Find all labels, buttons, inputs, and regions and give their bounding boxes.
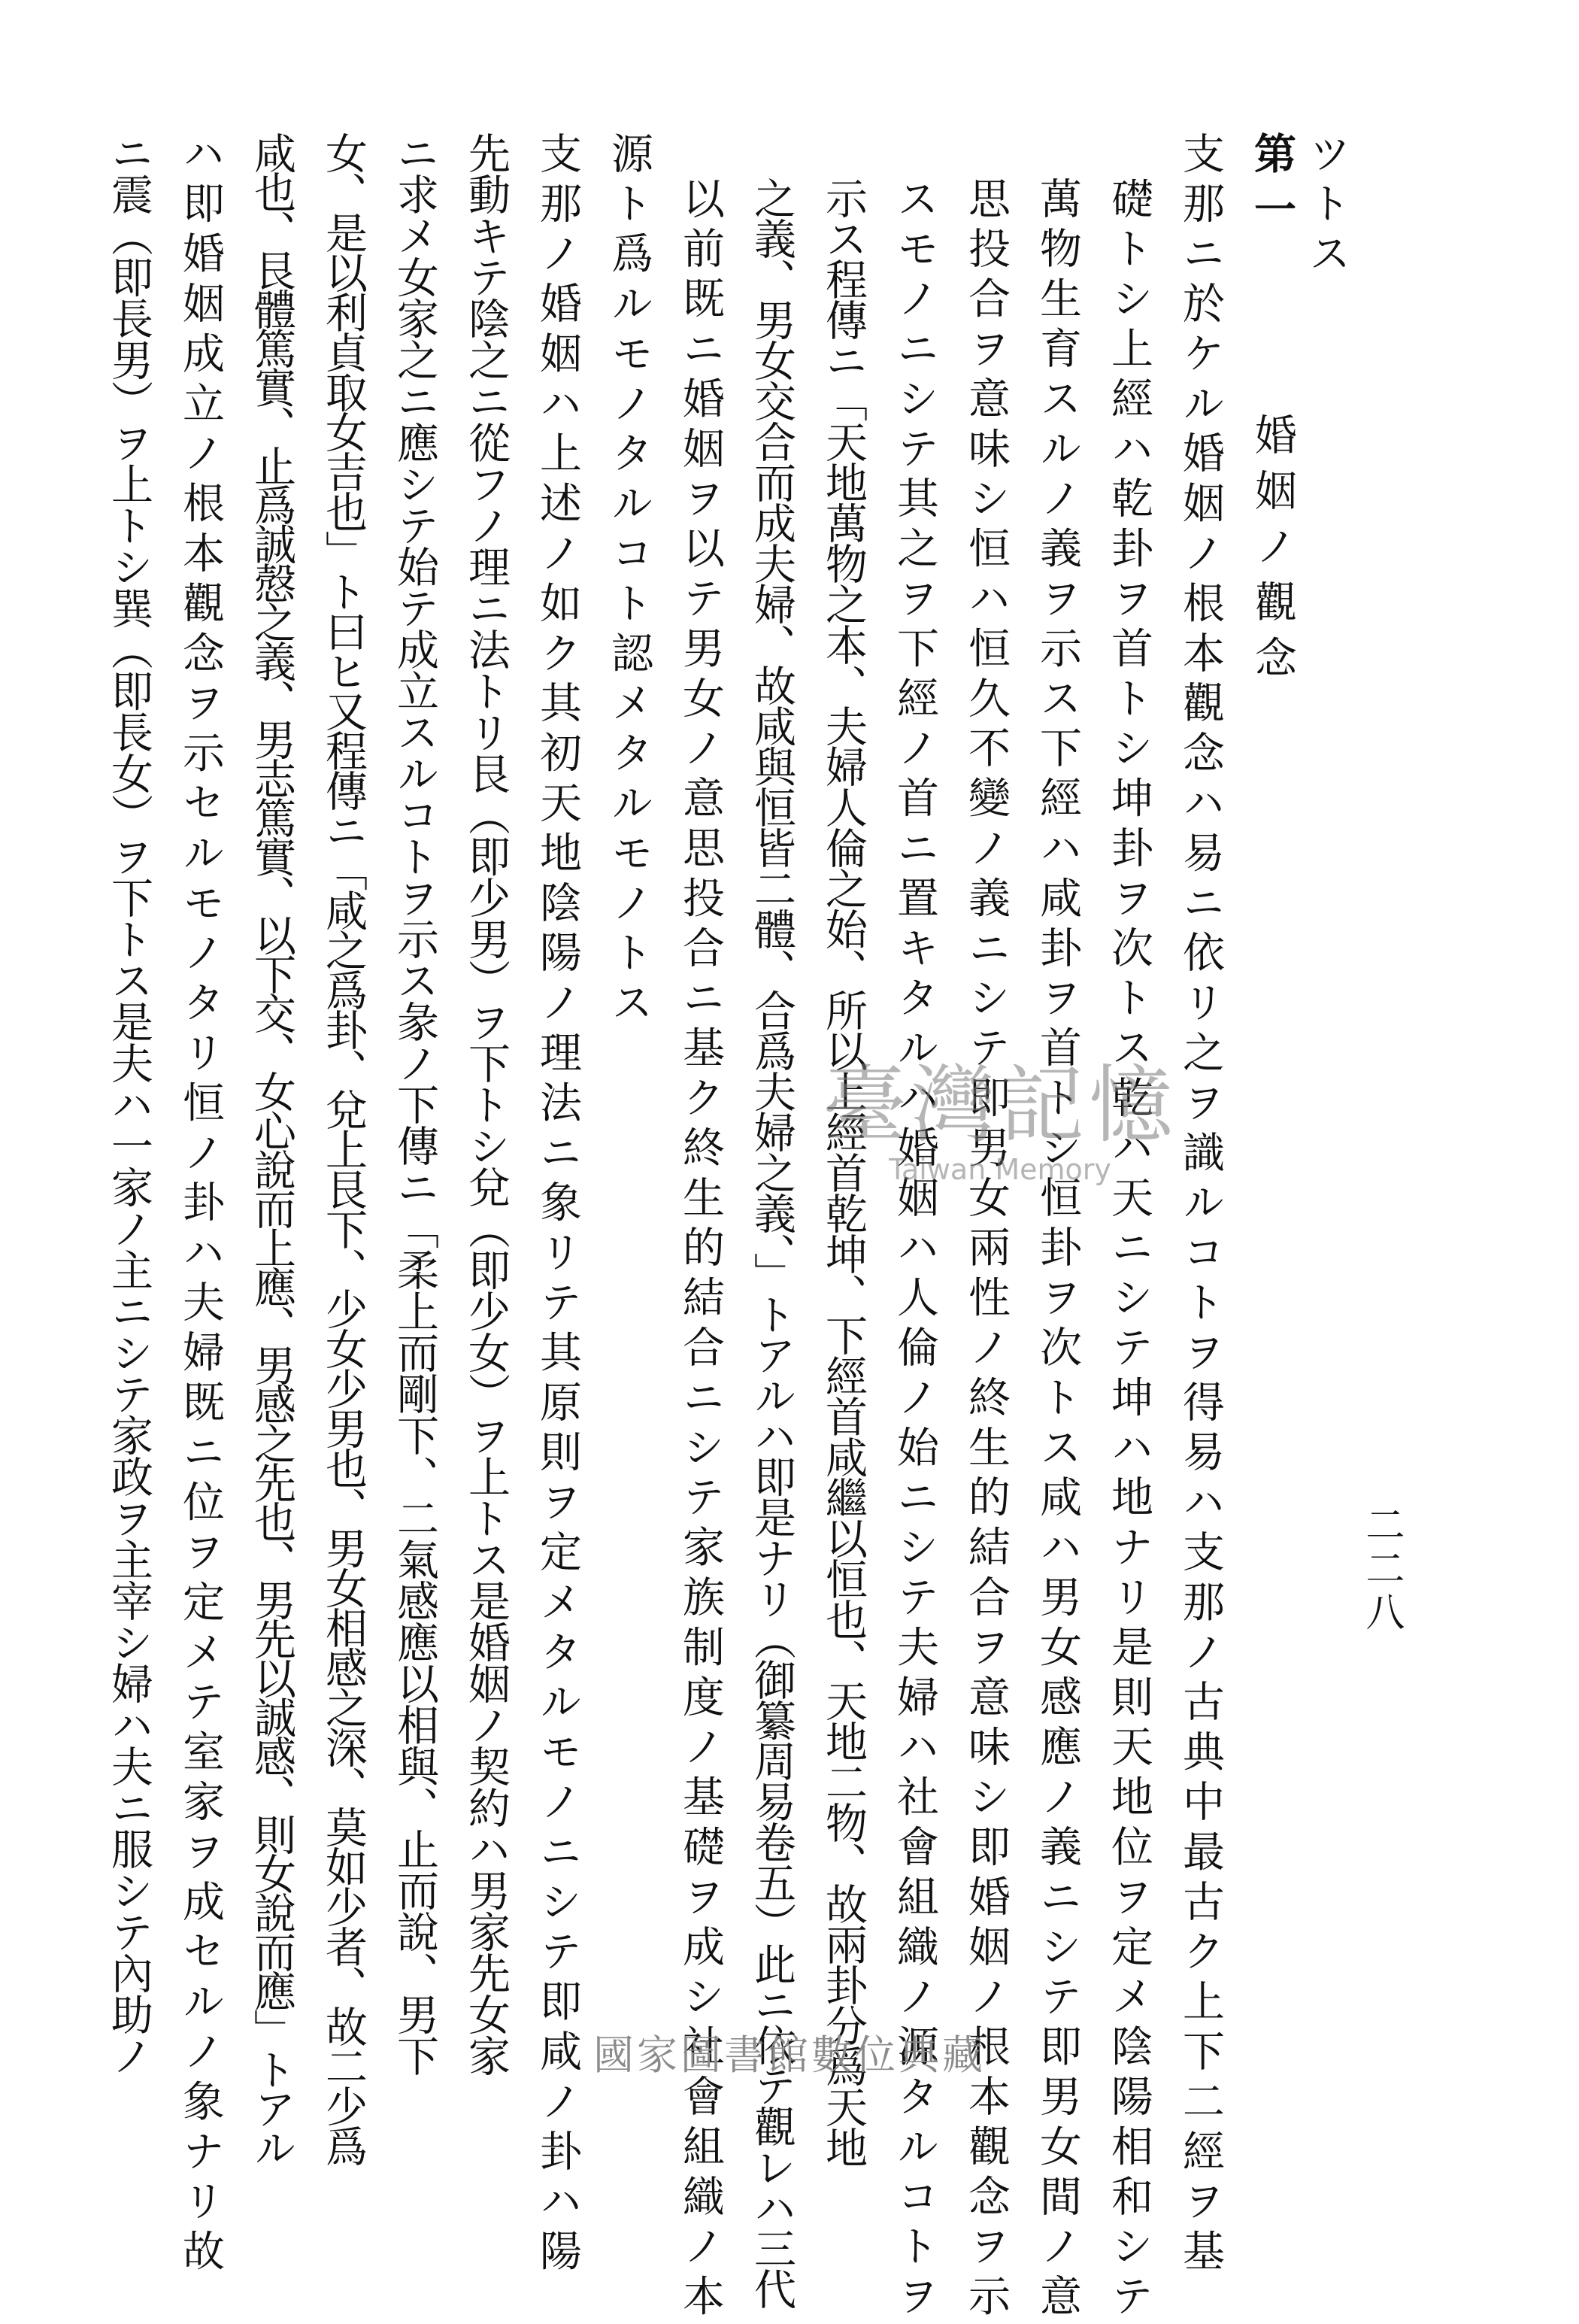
text-column-8: 示ス程傳ニ「天地萬物之本、夫婦人倫之始、所以上經首乾坤、下經首咸繼以恒也、天地二物、故兩卦分爲天地 xyxy=(819,177,868,2167)
text-column-10: 以前既ニ婚姻ヲ以テ男女ノ意思投合ニ基ク終生的結合ニシテ家族制度ノ基礎ヲ成シ社會組織ノ本 xyxy=(676,177,725,2324)
text-column-13: 先動キテ陰之ニ從フノ理ニ法トリ艮（即少男）ヲ下トシ兌（即少女）ヲ上トス是婚姻ノ契約ハ男家先女家 xyxy=(462,132,511,2076)
text-column-1: ツトス xyxy=(1302,132,1351,282)
text-column-5: 萬物生育スルノ義ヲ示ス下經ハ咸卦ヲ首トシ恒卦ヲ次トス咸ハ男女感應ノ義ニシテ即男女間ノ意 xyxy=(1033,177,1082,2324)
text-column-3: 支那ニ於ケル婚姻ノ根本觀念ハ易ニ依リ之ヲ識ルコトヲ得易ハ支那ノ古典中最古ク上下二經ヲ基 xyxy=(1176,132,1225,2280)
text-column-11: 源ト爲ルモノタルコト認メタルモノトス xyxy=(605,132,653,1031)
watermark-chinese: 臺灣記憶 xyxy=(823,1057,1177,1154)
section-heading xyxy=(1247,132,1297,691)
text-column-16: 咸也、艮體篤實、止爲誠慤之義、男志篤實、以下交、女心說而上應、男感之先也、男先以誠感、則女說而應」トアル xyxy=(247,132,296,2165)
text-column-14: ニ求メ女家之ニ應シテ始テ成立スルコトヲ示ス彖ノ下傳ニ「柔上而剛下、二氣感應以相與、止而說、男下 xyxy=(390,132,439,2076)
watermark-english: Taiwan Memory xyxy=(889,1153,1111,1186)
section-number: 第一 xyxy=(1247,132,1297,243)
text-column-12: 支那ノ婚姻ハ上述ノ如ク其初天地陰陽ノ理法ニ象リテ其原則ヲ定メタルモノニシテ即咸ノ卦ハ陽 xyxy=(533,132,582,2280)
text-column-15: 女、是以利貞取女吉也」ト曰ヒ又程傳ニ「咸之爲卦、兌上艮下、少女少男也、男女相感之深、莫如少者、故二少爲 xyxy=(319,132,368,2165)
page-number: 二二八 xyxy=(1359,1504,1404,1635)
text-column-17: ハ即婚姻成立ノ根本觀念ヲ示セルモノタリ恒ノ卦ハ夫婦既ニ位ヲ定メテ室家ヲ成セルノ象ナリ故 xyxy=(176,132,225,2280)
text-column-4: 礎トシ上經ハ乾卦ヲ首トシ坤卦ヲ次トス乾ハ天ニシテ坤ハ地ナリ是則天地位ヲ定メ陰陽相和シテ xyxy=(1105,177,1153,2324)
text-column-18: ニ震（即長男）ヲ上トシ巽（即長女）ヲ下トス是夫ハ一家ノ主ニシテ家政ヲ主宰シ婦ハ夫ニ服シテ內助ノ xyxy=(105,132,153,2076)
text-column-7: スモノニシテ其之ヲ下經ノ首ニ置キタルハ婚姻ハ人倫ノ始ニシテ夫婦ハ社會組織ノ源タルコトヲ xyxy=(890,177,939,2324)
footer-library-name: 國家圖書館數位典藏 xyxy=(593,2031,986,2079)
section-title: 婚姻ノ觀念 xyxy=(1248,413,1297,691)
text-column-6: 思投合ヲ意味シ恒ハ恒久不變ノ義ニシテ即男女兩性ノ終生的結合ヲ意味シ即婚姻ノ根本觀念ヲ示 xyxy=(962,177,1011,2324)
text-column-9: 之義、男女交合而成夫婦、故咸與恒皆二體、合爲夫婦之義、」トアルハ即是ナリ（御纂周易卷五）此ニ依テ觀レハ三代 xyxy=(747,177,796,2308)
watermark xyxy=(790,1038,1211,1186)
